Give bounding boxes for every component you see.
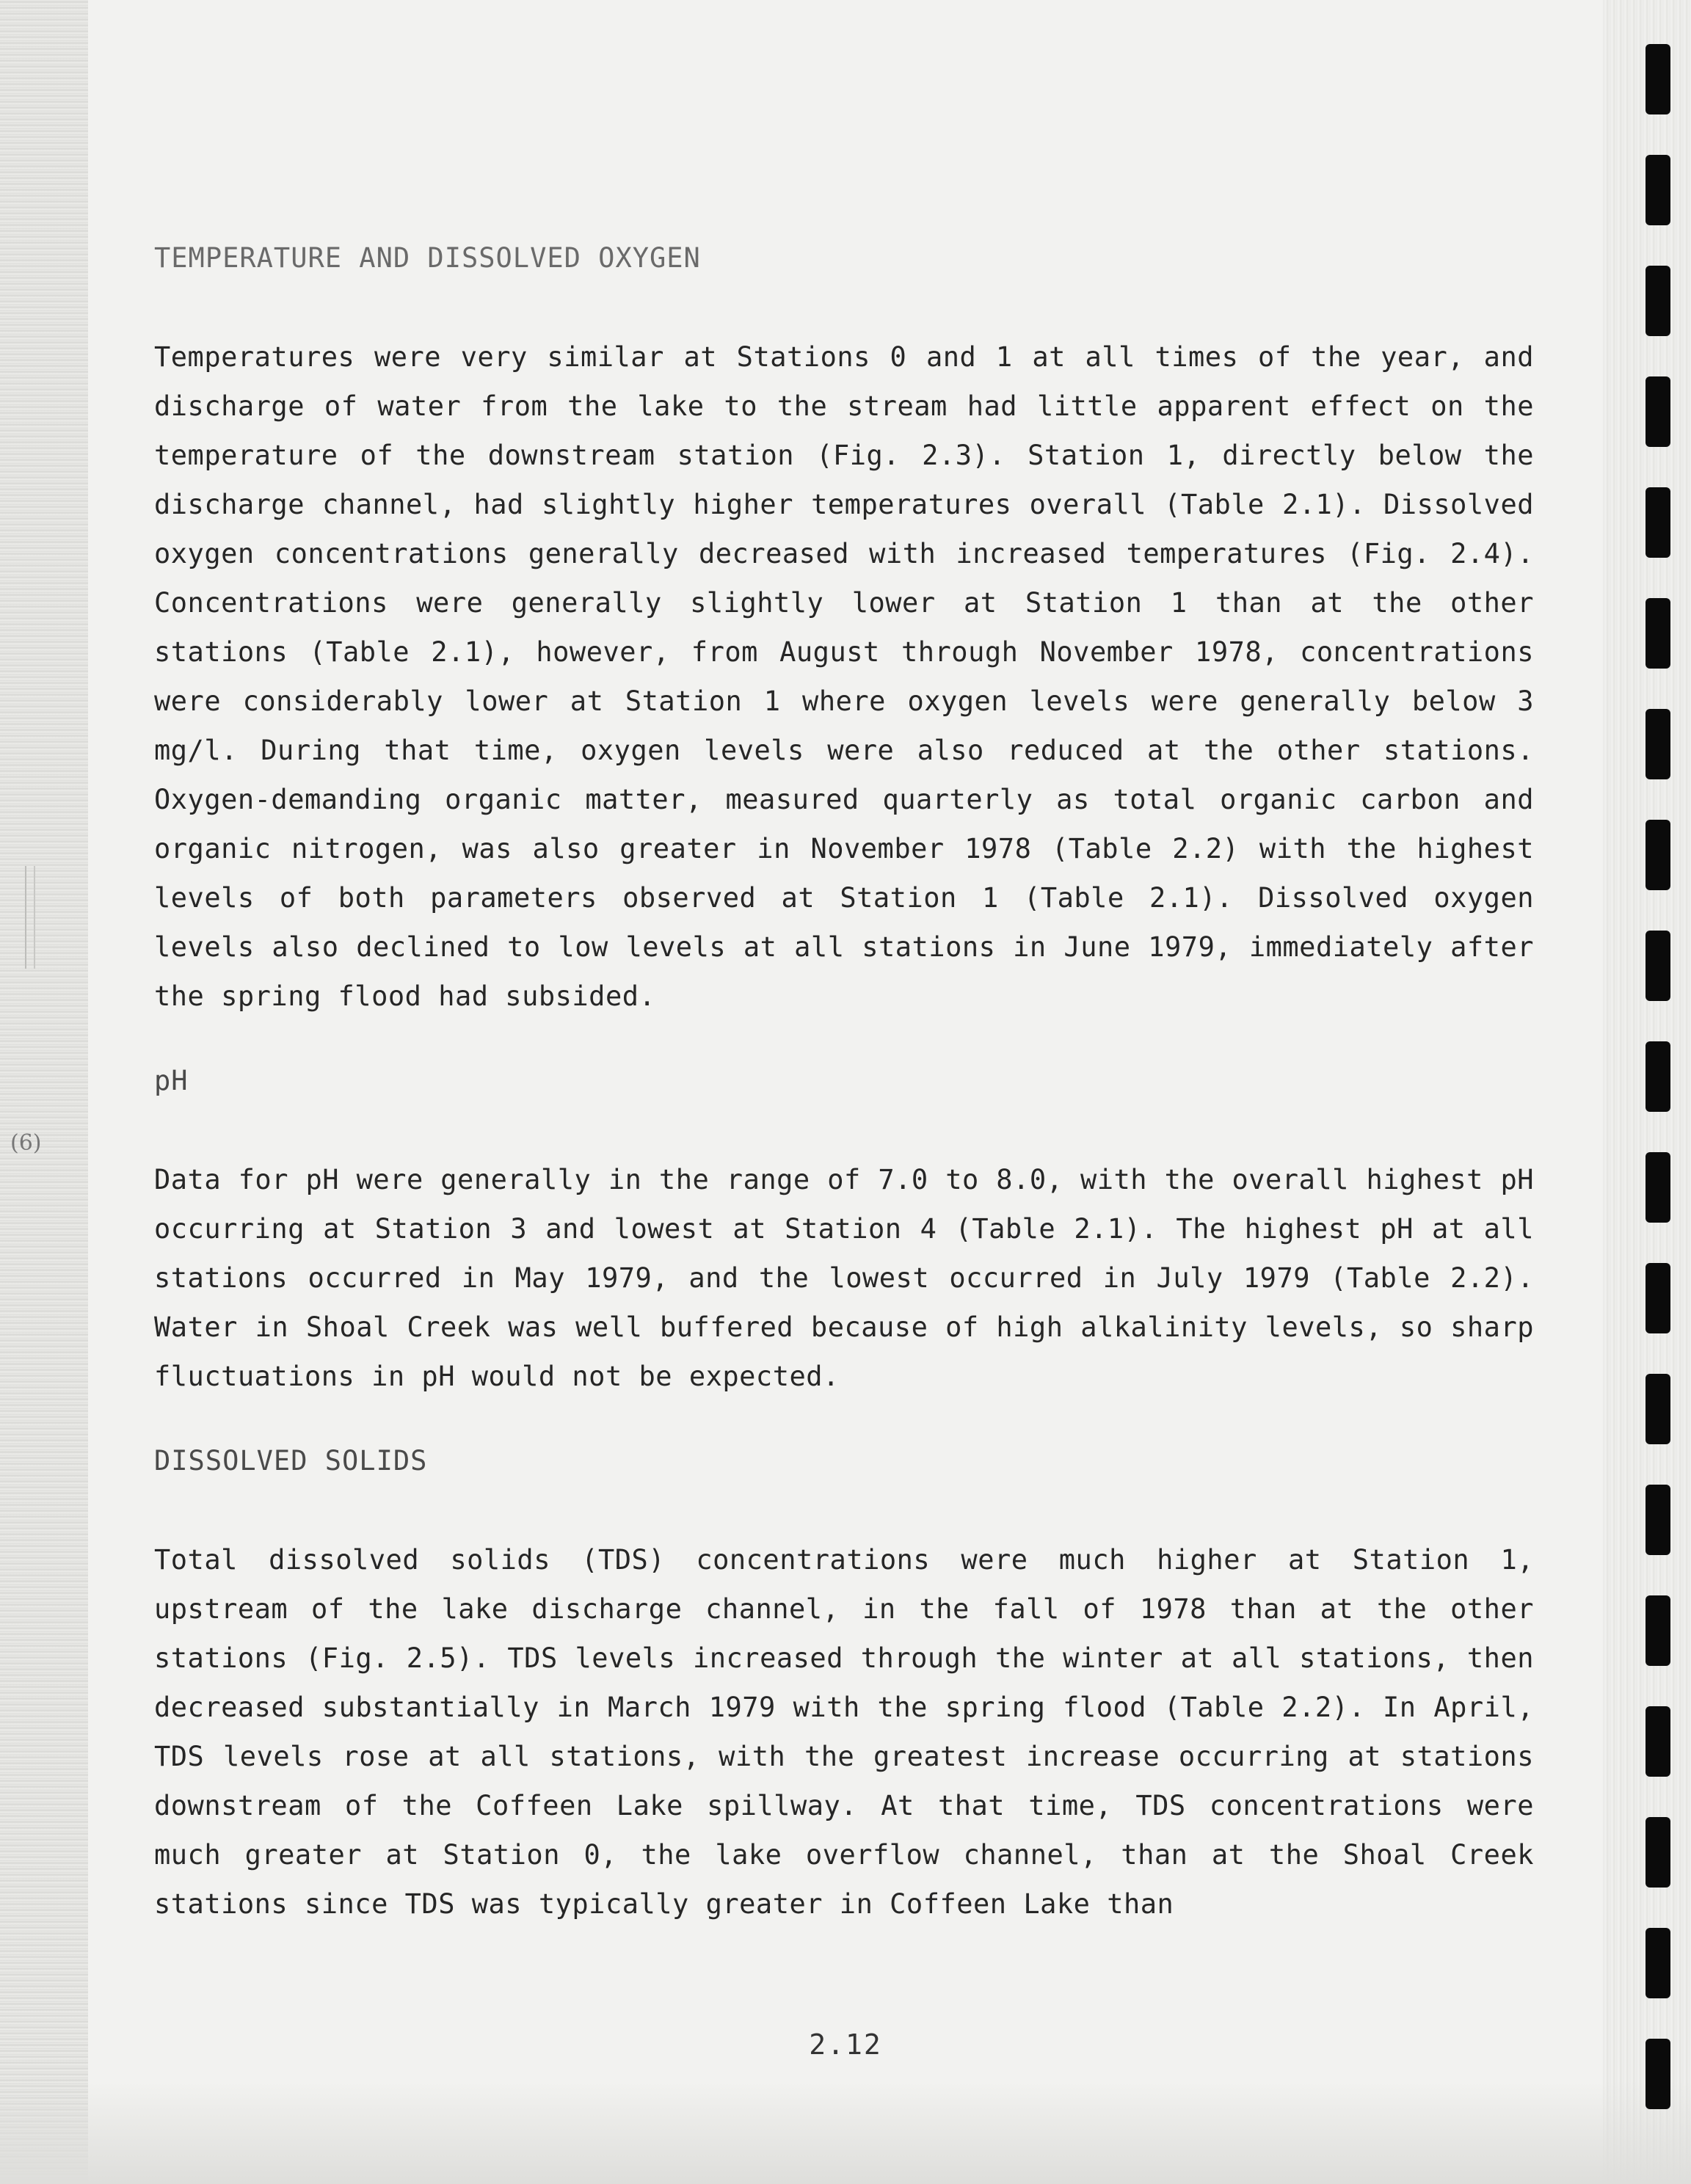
- margin-binding-lines: [25, 866, 35, 969]
- section-temperature-dissolved-oxygen: [154, 242, 1534, 1021]
- punch-hole: [1645, 155, 1670, 225]
- section-heading: TEMPERATURE AND DISSOLVED OXYGEN: [154, 242, 701, 274]
- punch-hole: [1645, 266, 1670, 336]
- section-heading: DISSOLVED SOLIDS: [154, 1445, 428, 1477]
- punch-hole: [1645, 1706, 1670, 1777]
- punch-holes: [1645, 44, 1672, 2165]
- punch-hole: [1645, 1041, 1670, 1112]
- page-number: 2.12: [809, 2028, 882, 2061]
- punch-hole: [1645, 1485, 1670, 1555]
- section-ph: [154, 1065, 1534, 1401]
- scan-noise-left: [0, 0, 88, 2184]
- paragraph: Total dissolved solids (TDS) concentrations were much higher at Station 1, upstream of the lake discharge channel, in the fall of 1978 than at the other stations (Fig. 2.5). TDS levels increased through the winter at all stations, then decreased substantially in March 1979 with the spring flood (Table 2.2). In April, TDS levels rose at all stations, with the greatest increase occurring at stations downstream of the Coffeen Lake spillway. At that time, TDS concentrations were much greater at Station 0, the lake overflow channel, than at the Shoal Creek stations since TDS was typically greater in Coffeen Lake than: [154, 1544, 1534, 1920]
- punch-hole: [1645, 1374, 1670, 1444]
- punch-hole: [1645, 820, 1670, 890]
- punch-hole: [1645, 931, 1670, 1001]
- margin-mark: (6): [10, 1130, 42, 1156]
- punch-hole: [1645, 709, 1670, 779]
- punch-hole: [1645, 376, 1670, 447]
- punch-hole: [1645, 1152, 1670, 1223]
- document-body: [154, 242, 1534, 1973]
- punch-hole: [1645, 1595, 1670, 1666]
- punch-hole: [1645, 1928, 1670, 1998]
- punch-hole: [1645, 44, 1670, 114]
- punch-hole: [1645, 598, 1670, 669]
- paragraph: Data for pH were generally in the range of 7.0 to 8.0, with the overall highest pH occurring at Station 3 and lowest at Station 4 (Table 2.1). The highest pH at all stations occurred in May 1979, and the lowest occurred in July 1979 (Table 2.2). Water in Shoal Creek was well buffered because of high alkalinity levels, so sharp fluctuations in pH would not be expected.: [154, 1164, 1534, 1392]
- punch-hole: [1645, 487, 1670, 558]
- punch-hole: [1645, 1817, 1670, 1888]
- section-heading: pH: [154, 1065, 189, 1096]
- scan-noise-bottom: [0, 2081, 1691, 2184]
- paragraph: Temperatures were very similar at Stations 0 and 1 at all times of the year, and discharge of water from the lake to the stream had little apparent effect on the temperature of the downstream station (Fig. 2.3). Station 1, directly below the discharge channel, had slightly higher temperatures overall (Table 2.1). Dissolved oxygen concentrations generally decreased with increased temperatures (Fig. 2.4). Concentrations were generally slightly lower at Station 1 than at the other stations (Table 2.1), however, from August through November 1978, concentrations were considerably lower at Station 1 where oxygen levels were generally below 3 mg/l. During that time, oxygen levels were also reduced at the other stations. Oxygen-demanding organic matter, measured quarterly as total organic carbon and organic nitrogen, was also greater in November 1978 (Table 2.2) with the highest levels of both parameters observed at Station 1 (Table 2.1). Dissolved oxygen levels also declined to low levels at all stations in June 1979, immediately after the spring flood had subsided.: [154, 341, 1534, 1012]
- punch-hole: [1645, 1263, 1670, 1333]
- section-dissolved-solids: [154, 1445, 1534, 1929]
